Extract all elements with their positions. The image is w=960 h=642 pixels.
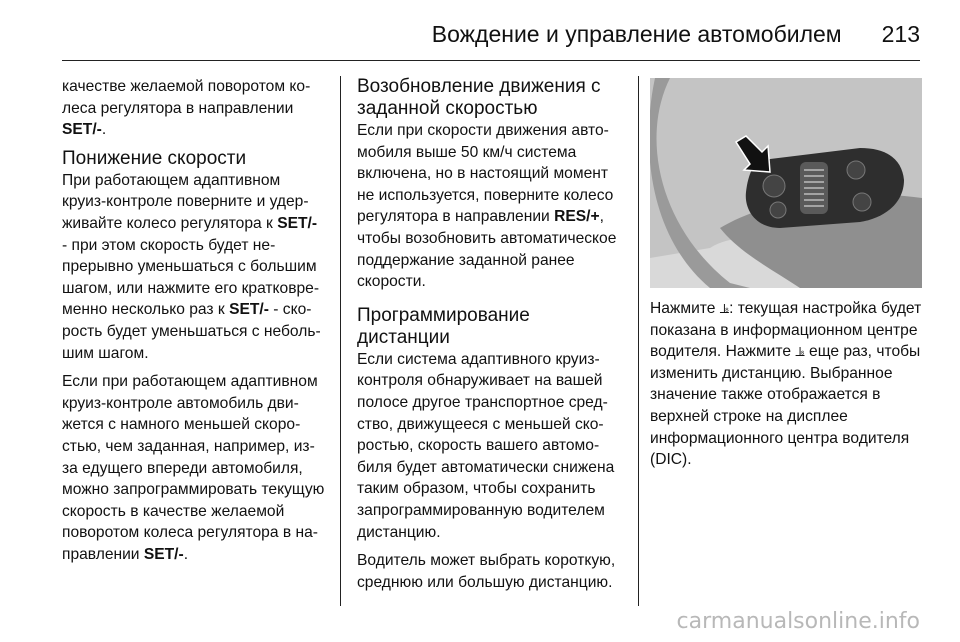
column-divider-1: [340, 76, 341, 606]
distance-gap-icon: ⫡: [719, 300, 730, 316]
watermark: carmanualsonline.info: [676, 609, 920, 634]
steering-wheel-illustration: [650, 78, 922, 288]
heading-resume-speed: Возобновление движения с заданной скоростью: [357, 76, 601, 119]
paragraph-decrease: При работающем адаптивном круиз-контроле поверните и удерживайте колесо регулятора к SET/- - при этом скорость будет непрерывно уменьшаться с большим шагом, или нажмите его кратковременно несколько раз к SET/- - скорость будет уменьшаться с небольшим шагом.: [62, 171, 321, 362]
distance-gap-icon: ⫡: [795, 343, 805, 360]
header-rule: [62, 60, 920, 61]
heading-program-distance: Программирование дистанции: [357, 304, 530, 348]
column-2: [357, 76, 625, 600]
paragraph-set-continued: качестве желаемой поворотом колеса регулятора в направлении SET/-.: [62, 78, 311, 139]
header-title: Вождение и управление автомобилем: [431, 20, 842, 47]
page-header: [62, 14, 920, 54]
column-divider-2: [638, 76, 639, 606]
paragraph-set-current: Если при работающем адаптивном круиз-контроле автомобиль движется с намного меньшей скоростью, чем заданная, например, из-за едущего впереди автомобиля, можно запрограммировать текущую скорость в качестве желаемой поворотом колеса регулятора в направлении SET/-.: [62, 373, 325, 563]
paragraph-choose-distance: Водитель может выбрать короткую, среднюю или большую дистанцию.: [357, 552, 616, 591]
page-number: 213: [881, 20, 920, 47]
heading-decrease-speed: Понижение скорости: [62, 147, 247, 169]
paragraph-program: Если система адаптивного круиз-контроля обнаруживает на вашей полосе другое транспортное средство, движущееся с меньшей скоростью, скорость вашего автомобиля будет автоматически снижена таким образом, чтобы сохранить запрограммированную водителем дистанцию.: [357, 350, 615, 541]
paragraph-distance-button: Нажмите ⫡: текущая настройка будет показана в информационном центре водителя. Нажмите ⫡ еще раз, чтобы изменить дистанцию. Выбранное значение также отображается в верхней строке на дисплее информационного центра водителя (DIC).: [650, 300, 922, 469]
paragraph-resume: Если при скорости движения автомобиля выше 50 км/ч система включена, но в настоящий момент не используется, поверните колесо регулятора в направлении RES/+, чтобы возобновить автоматическое поддержание заданной ранее скорости.: [357, 122, 617, 291]
column-3: [650, 298, 922, 478]
column-1: [62, 76, 326, 572]
